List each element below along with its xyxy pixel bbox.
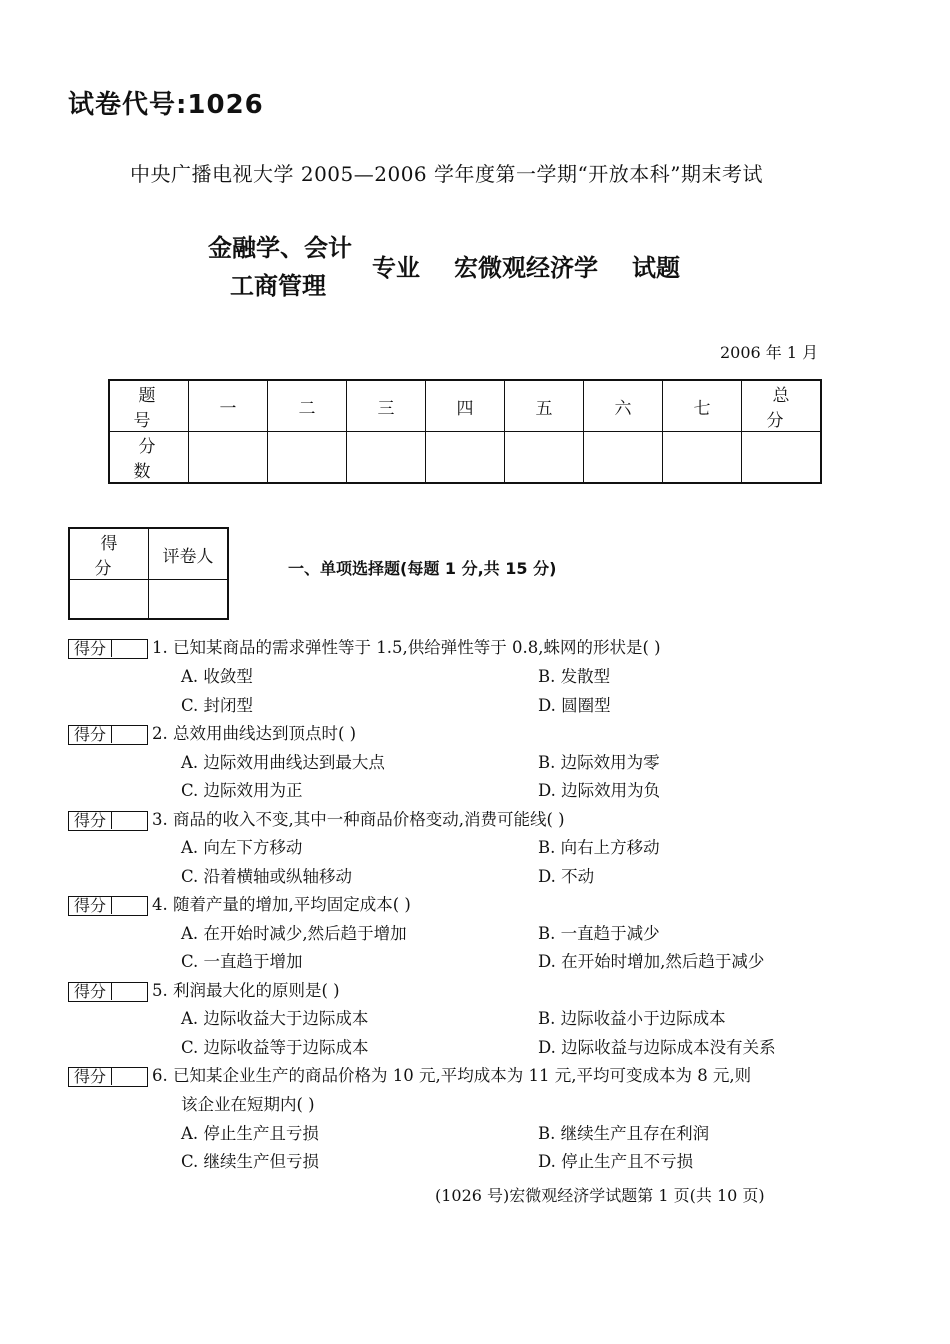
option-a: A. 向左下方移动 [181, 838, 303, 857]
option-c: C. 继续生产但亏损 [181, 1152, 320, 1171]
grader-score-label: 得 分 [69, 528, 149, 580]
option-a: A. 边际效用曲线达到最大点 [181, 753, 385, 772]
score-table [108, 379, 822, 484]
score-col-total: 总 分 [742, 380, 822, 432]
score-cell[interactable] [663, 432, 742, 484]
grader-name-label: 评卷人 [149, 528, 229, 580]
score-badge[interactable]: 得分 [68, 982, 148, 1002]
option-b: B. 发散型 [538, 667, 611, 686]
question-stem: 得分 3. 商品的收入不变,其中一种商品价格变动,消费可能线( ) [68, 806, 565, 831]
option-b: B. 边际收益小于边际成本 [538, 1009, 726, 1028]
page-footer: (1026 号)宏微观经济学试题第 1 页(共 10 页) [435, 1186, 765, 1205]
score-cell[interactable] [505, 432, 584, 484]
exam-date: 2006 年 1 月 [720, 343, 819, 362]
score-col: 一 [189, 380, 268, 432]
majors-line-2: 工商管理 [230, 272, 326, 300]
question-stem: 得分 4. 随着产量的增加,平均固定成本( ) [68, 891, 411, 916]
option-d: D. 在开始时增加,然后趋于减少 [538, 952, 765, 971]
question-stem: 得分 2. 总效用曲线达到顶点时( ) [68, 720, 356, 745]
score-col: 四 [426, 380, 505, 432]
score-cell[interactable] [584, 432, 663, 484]
question-stem: 得分 5. 利润最大化的原则是( ) [68, 977, 340, 1002]
majors-line-1: 金融学、会计 [208, 234, 352, 262]
option-b: B. 继续生产且存在利润 [538, 1124, 710, 1143]
option-b: B. 向右上方移动 [538, 838, 660, 857]
score-badge[interactable]: 得分 [68, 896, 148, 916]
option-c: C. 边际收益等于边际成本 [181, 1038, 369, 1057]
question-stem: 得分 1. 已知某商品的需求弹性等于 1.5,供给弹性等于 0.8,蛛网的形状是( ) [68, 634, 661, 659]
section-title: 一、单项选择题(每题 1 分,共 15 分) [288, 559, 557, 578]
option-a: A. 收敛型 [181, 667, 253, 686]
course-name: 宏微观经济学 [454, 254, 598, 282]
score-table-header-label: 题 号 [109, 380, 189, 432]
option-a: A. 停止生产且亏损 [181, 1124, 319, 1143]
question-stem-continued: 该企业在短期内( ) [181, 1095, 315, 1114]
score-col: 三 [347, 380, 426, 432]
option-a: A. 在开始时减少,然后趋于增加 [181, 924, 407, 943]
grader-table [68, 527, 229, 620]
question-stem: 得分 6. 已知某企业生产的商品价格为 10 元,平均成本为 11 元,平均可变成本为 8 元,则 [68, 1062, 751, 1087]
score-cell[interactable] [426, 432, 505, 484]
score-badge[interactable]: 得分 [68, 1067, 148, 1087]
option-c: C. 一直趋于增加 [181, 952, 303, 971]
option-a: A. 边际收益大于边际成本 [181, 1009, 369, 1028]
score-table-row-label: 分 数 [109, 432, 189, 484]
score-badge[interactable]: 得分 [68, 639, 148, 659]
score-col: 七 [663, 380, 742, 432]
score-badge[interactable]: 得分 [68, 811, 148, 831]
option-b: B. 边际效用为零 [538, 753, 660, 772]
grader-score-cell[interactable] [69, 580, 149, 620]
option-d: D. 边际效用为负 [538, 781, 661, 800]
option-d: D. 不动 [538, 867, 595, 886]
score-cell-total[interactable] [742, 432, 822, 484]
score-col: 六 [584, 380, 663, 432]
grader-name-cell[interactable] [149, 580, 229, 620]
option-d: D. 边际收益与边际成本没有关系 [538, 1038, 776, 1057]
option-c: C. 封闭型 [181, 696, 254, 715]
score-badge[interactable]: 得分 [68, 725, 148, 745]
exam-word: 试题 [632, 254, 680, 282]
option-d: D. 停止生产且不亏损 [538, 1152, 694, 1171]
subject-line [372, 248, 714, 283]
option-d: D. 圆圈型 [538, 696, 611, 715]
score-col: 五 [505, 380, 584, 432]
exam-code: 试卷代号:1026 [68, 90, 264, 120]
score-cell[interactable] [268, 432, 347, 484]
exam-title: 中央广播电视大学 2005—2006 学年度第一学期“开放本科”期末考试 [130, 162, 763, 186]
option-c: C. 边际效用为正 [181, 781, 303, 800]
score-cell[interactable] [347, 432, 426, 484]
major-word: 专业 [372, 254, 420, 282]
score-cell[interactable] [189, 432, 268, 484]
option-c: C. 沿着横轴或纵轴移动 [181, 867, 353, 886]
option-b: B. 一直趋于减少 [538, 924, 660, 943]
score-col: 二 [268, 380, 347, 432]
